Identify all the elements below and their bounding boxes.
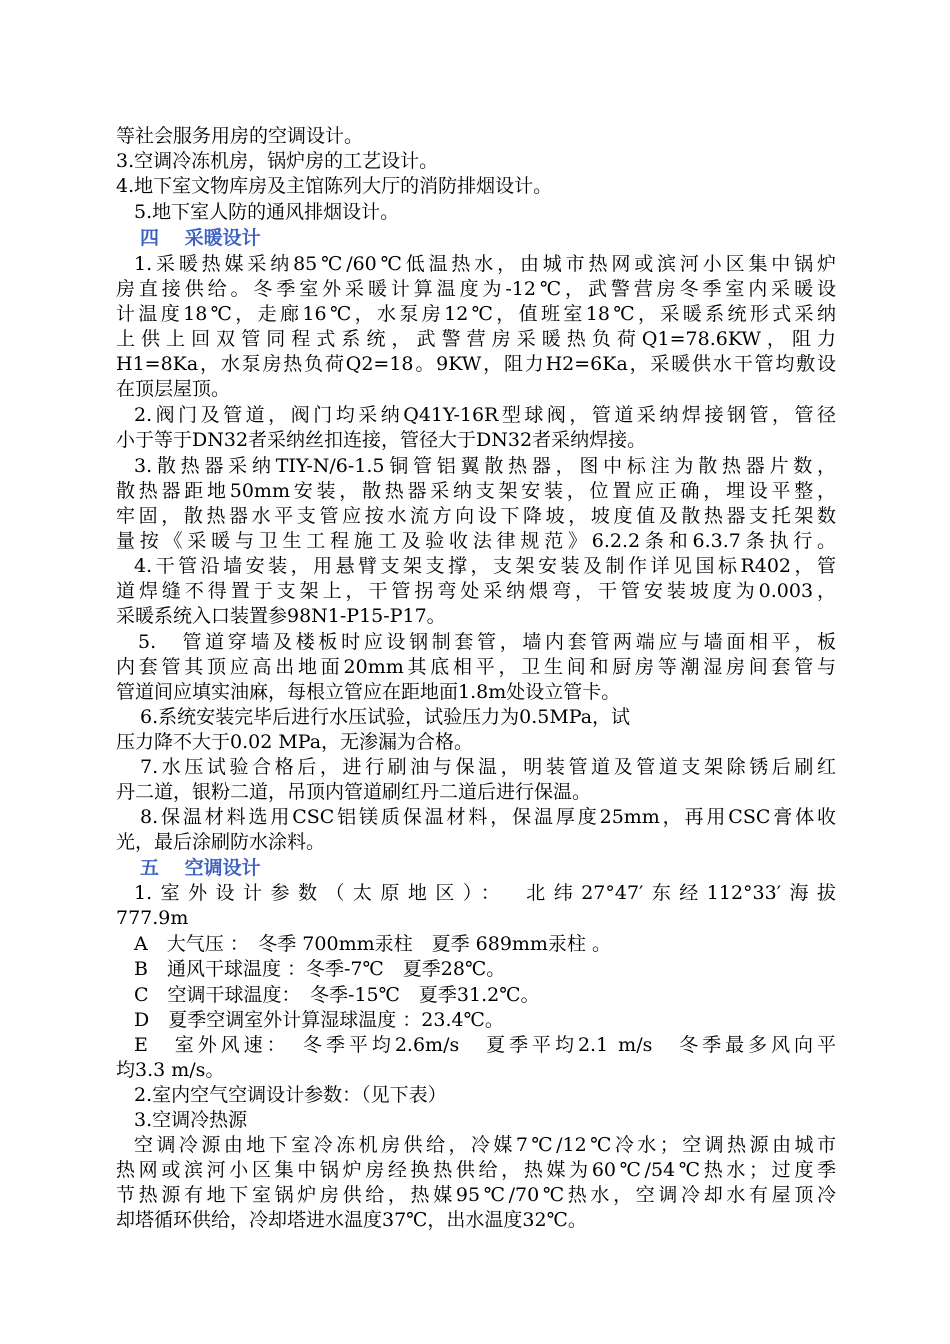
text-line: 均3.3 m/s。 bbox=[116, 1059, 225, 1081]
text-line: 上供上回双管同程式系统，武警营房采暖热负荷Q1=78.6KW，阻力 bbox=[116, 328, 836, 350]
text-line: 在顶层屋顶。 bbox=[116, 378, 231, 400]
text-line: 压力降不大于0.02 MPa，无渗漏为合格。 bbox=[116, 731, 474, 753]
text-line: 计温度18℃，走廊16℃，水泵房12℃，值班室18℃，采暖系统形式采纳 bbox=[116, 303, 836, 325]
text-line: C 空调干球温度： 冬季-15℃ 夏季31.2℃。 bbox=[134, 984, 540, 1006]
text-line: 内套管其顶应高出地面20mm其底相平，卫生间和厨房等潮湿房间套管与 bbox=[116, 656, 836, 678]
text-line: H1=8Ka，水泵房热负荷Q2=18。9KW，阻力H2=6Ka，采暖供水干管均敷设 bbox=[116, 353, 836, 375]
text-line: 2.阀门及管道，阀门均采纳Q41Y-16R型球阀，管道采纳焊接钢管，管径 bbox=[134, 404, 836, 426]
section-heading-heating: 四 采暖设计 bbox=[140, 227, 261, 249]
text-line: 等社会服务用房的空调设计。 bbox=[116, 125, 364, 147]
text-line: E 室外风速： 冬季平均2.6m/s 夏季平均2.1 m/s 冬季最多风向平 bbox=[134, 1034, 836, 1056]
text-line: 节热源有地下室锅炉房供给，热媒95℃/70℃热水，空调冷却水有屋顶冷 bbox=[116, 1184, 836, 1206]
text-line: 5. 管道穿墙及楼板时应设钢制套管，墙内套管两端应与墙面相平，板 bbox=[138, 631, 836, 653]
text-line: 6.系统安装完毕后进行水压试验，试验压力为0.5MPa，试 bbox=[140, 706, 631, 728]
text-line: 光，最后涂刷防水涂料。 bbox=[116, 831, 326, 853]
text-line: 牢固，散热器水平支管应按水流方向设下降坡，坡度值及散热器支托架数 bbox=[116, 505, 836, 527]
text-line: 4.干管沿墙安装，用悬臂支架支撑，支架安装及制作详见国标R402，管 bbox=[134, 555, 836, 577]
text-line: 却塔循环供给，冷却塔进水温度37℃，出水温度32℃。 bbox=[116, 1209, 587, 1231]
text-line: 2.室内空气空调设计参数：（见下表） bbox=[134, 1084, 447, 1106]
text-line: 道焊缝不得置于支架上，干管拐弯处采纳煨弯，干管安装坡度为0.003， bbox=[116, 580, 836, 602]
text-line: 3.散热器采纳TIY-N/6-1.5铜管铝翼散热器，图中标注为散热器片数， bbox=[134, 455, 836, 477]
text-line: 管道间应填实油麻，每根立管应在距地面1.8m处设立管卡。 bbox=[116, 681, 621, 703]
text-line: 1.采暖热媒采纳85℃/60℃低温热水，由城市热网或滨河小区集中锅炉 bbox=[134, 253, 836, 275]
text-line: 热网或滨河小区集中锅炉房经换热供给，热媒为60℃/54℃热水；过度季 bbox=[116, 1159, 836, 1181]
text-line: 房直接供给。冬季室外采暖计算温度为-12℃，武警营房冬季室内采暖设 bbox=[116, 278, 836, 300]
section-heading-air-conditioning: 五 空调设计 bbox=[140, 857, 261, 879]
text-line: 3.空调冷热源 bbox=[134, 1109, 248, 1131]
text-line: 7.水压试验合格后，进行刷油与保温，明装管道及管道支架除锈后刷红 bbox=[140, 756, 836, 778]
text-line: B 通风干球温度 ：冬季-7℃ 夏季28℃。 bbox=[134, 958, 506, 980]
text-line: 8.保温材料选用CSC铝镁质保温材料，保温厚度25mm，再用CSC膏体收 bbox=[140, 806, 836, 828]
text-line: 空调冷源由地下室冷冻机房供给，冷媒7℃/12℃冷水；空调热源由城市 bbox=[134, 1134, 836, 1156]
text-line: 4.地下室文物库房及主馆陈列大厅的消防排烟设计。 bbox=[116, 175, 553, 197]
text-line: 777.9m bbox=[116, 907, 189, 929]
text-line: 5.地下室人防的通风排烟设计。 bbox=[134, 201, 400, 223]
text-line: 丹二道，银粉二道，吊顶内管道刷红丹二道后进行保温。 bbox=[116, 781, 592, 803]
text-line: 采暖系统入口装置参98N1-P15-P17。 bbox=[116, 605, 446, 627]
text-line: 量按《采暖与卫生工程施工及验收法律规范》6.2.2条和6.3.7条执行。 bbox=[116, 530, 836, 552]
text-line: 1.室外设计参数（太原地区）： 北纬27°47′东经112°33′海拔 bbox=[134, 882, 836, 904]
text-line: 散热器距地50mm安装，散热器采纳支架安装，位置应正确，埋设平整， bbox=[116, 480, 836, 502]
text-line: 小于等于DN32者采纳丝扣连接，管径大于DN32者采纳焊接。 bbox=[116, 429, 647, 451]
text-line: A 大气压 ： 冬季 700mm汞柱 夏季 689mm汞柱 。 bbox=[134, 933, 611, 955]
text-line: 3.空调冷冻机房，锅炉房的工艺设计。 bbox=[116, 150, 439, 172]
text-line: D 夏季空调室外计算湿球温度 ：23.4℃。 bbox=[134, 1009, 504, 1031]
